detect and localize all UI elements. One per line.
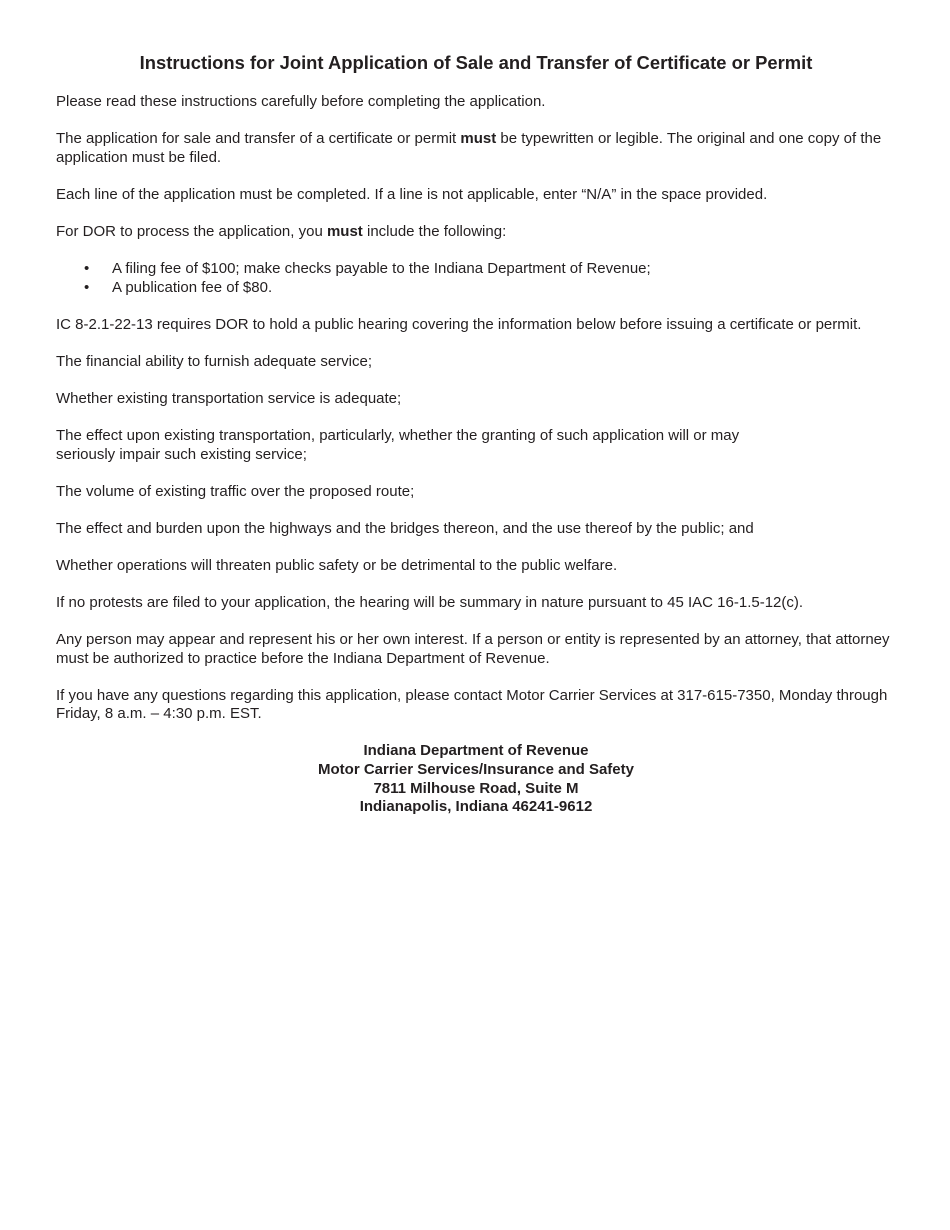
bullet-icon: • [84,259,90,277]
bullet-icon: • [84,278,90,296]
dor-process-text-before: For DOR to process the application, you [56,222,327,240]
instructions-page [56,52,896,817]
address-line: Indiana Department of Revenue [363,742,589,760]
typewritten-emphasis: must [460,130,497,148]
page-title: Instructions for Joint Application of Sale and Transfer of Certificate or Permit [139,52,813,73]
hearing-requirement-paragraph: IC 8-2.1-22-13 requires DOR to hold a public hearing covering the information below before issuing a certificate or permit. [56,315,862,333]
criterion-paragraph: The effect and burden upon the highways and the bridges thereon, and the use thereof by the public; and [56,519,754,537]
address-line: Motor Carrier Services/Insurance and Safety [318,760,634,778]
dor-process-text-after: include the following: [362,222,507,240]
address-line: Indianapolis, Indiana 46241-9612 [359,798,593,816]
typewritten-paragraph [56,130,896,167]
dor-process-emphasis: must [326,222,363,240]
list-item [56,279,896,298]
mailing-address [56,742,896,816]
typewritten-text-after: be typewritten or legible. The original and one copy of the application must be filed. [56,130,882,166]
address-line: 7811 Milhouse Road, Suite M [373,779,579,797]
criterion-paragraph: The effect upon existing transportation, particularly, whether the granting of such application will or may seriously impair such existing service; [56,426,740,463]
criterion-paragraph: Whether operations will threaten public safety or be detrimental to the public welfare. [56,556,618,574]
list-item [56,260,896,279]
criterion-paragraph: The financial ability to furnish adequate service; [56,352,373,370]
questions-paragraph: If you have any questions regarding this application, please contact Motor Carrier Services at 317-615-7350, Monday through Friday, 8 a.m. – 4:30 p.m. EST. [56,686,888,723]
representation-paragraph: Any person may appear and represent his or her own interest. If a person or entity is represented by an attorney, that attorney must be authorized to practice before the Indiana Department of Revenue. [56,631,890,667]
fee-item-text: A filing fee of $100; make checks payable to the Indiana Department of Revenue; [112,259,651,277]
each-line-paragraph: Each line of the application must be completed. If a line is not applicable, enter “N/A” in the space provided. [56,185,768,203]
intro-paragraph: Please read these instructions carefully before completing the application. [56,93,546,110]
no-protests-paragraph: If no protests are filed to your application, the hearing will be summary in nature pursuant to 45 IAC 16-1.5-12(c). [56,593,804,611]
typewritten-text-before: The application for sale and transfer of a certificate or permit [56,130,461,148]
criterion-paragraph: Whether existing transportation service is adequate; [56,389,402,407]
fee-list [56,260,896,297]
fee-item-text: A publication fee of $80. [112,278,273,296]
criterion-paragraph: The volume of existing traffic over the proposed route; [56,482,415,500]
dor-process-paragraph [56,223,896,242]
